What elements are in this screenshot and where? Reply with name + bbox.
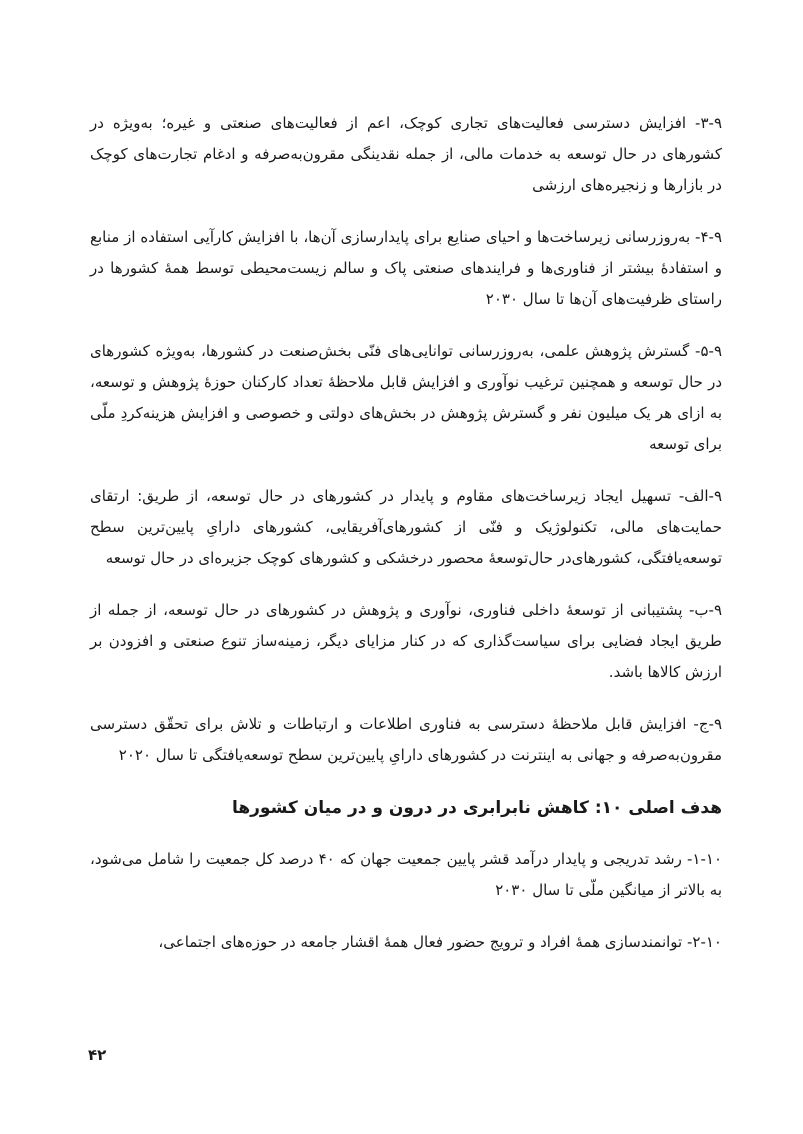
paragraph-9-3: ۳-۹- افزایش دسترسی فعالیت‌های تجاری کوچک، اعم از فعالیت‌های صنعتی و غیره؛ به‌ویژه در کشورهای در حال توسعه به خدمات مالی، از جمله نقدینگی مقرون‌به‌صرفه و ادغام تجارت‌های کوچک در بازارها و زنجیره‌های ارزشی — [90, 114, 722, 194]
paragraph-10-2: ۲-۱۰- توانمندسازی همهٔ افراد و ترویج حضور فعال همهٔ اقشار جامعه در حوزه‌های اجتماعی، — [158, 933, 722, 951]
paragraph-10-1: ۱-۱۰- رشد تدریجی و پایدار درآمد قشر پایین جمعیت جهان که ۴۰ درصد کل جمعیت را شامل می‌شود، به بالاتر از میانگین ملّی تا سال ۲۰۳۰ — [90, 850, 723, 899]
paragraph-9-5: ۵-۹- گسترش پژوهش علمی، به‌روزرسانی توانایی‌های فنّی بخش‌صنعت در کشورها، به‌ویژه کشورهای در حال توسعه و همچنین ترغیب نوآوری و افزایش قابل ملاحظهٔ تعداد کارکنان حوزهٔ پژوهش و توسعه، به ازای هر یک میلیون نفر و گسترش پژوهش در بخش‌های دولتی و خصوصی و افزایش هزینه‌کردِ ملّی برای توسعه — [90, 342, 722, 453]
paragraph-9-4: ۴-۹- به‌روزرسانی زیرساخت‌ها و احیای صنایع برای پایدارسازی آن‌ها، با افزایش کارآیی استفاده از منابع و استفادهٔ بیشتر از فناوری‌ها و فرایندهای صنعتی پاک و سالم زیست‌محیطی توسط همهٔ کشورها در راستای ظرفیت‌های آن‌ها تا سال ۲۰۳۰ — [90, 228, 722, 308]
page-number: ۴۲ — [88, 1046, 107, 1064]
paragraph-9-a: ۹-الف- تسهیل ایجاد زیرساخت‌های مقاوم و پایدار در کشورهای در حال توسعه، از طریق: ارتقای حمایت‌های مالی، تکنولوژیک و فنّی از کشورهای‌آفریقایی، کشورهای دارایِ پایین‌ترین سطح توسعه‌یافتگی، کشورهای‌در حال‌توسعهٔ محصور درخشکی و کشورهای کوچک جزیره‌ای در حال توسعه — [90, 487, 722, 567]
section-heading-goal-10: هدف اصلی ۱۰: کاهش نابرابری در درون و در میان کشورها — [231, 798, 722, 818]
paragraph-9-b: ۹-ب- پشتیبانی از توسعهٔ داخلی فناوری، نوآوری و پژوهش در کشورهای در حال توسعه، از جمله از طریق ایجاد فضایی برای سیاست‌گذاری که در کنار مزایای دیگر، زمینه‌ساز تنوع صنعتی و افزودن بر ارزش کالاها باشد. — [90, 601, 722, 681]
document-body — [90, 108, 722, 979]
paragraph-9-c: ۹-ج- افزایش قابل ملاحظهٔ دسترسی به فناوری اطلاعات و ارتباطات و تلاش برای تحقّق دسترسی مقرون‌به‌صرفه و جهانی به اینترنت در کشورهای دارایِ پایین‌ترین سطح توسعه‌یافتگی تا سال ۲۰۲۰ — [90, 715, 722, 764]
